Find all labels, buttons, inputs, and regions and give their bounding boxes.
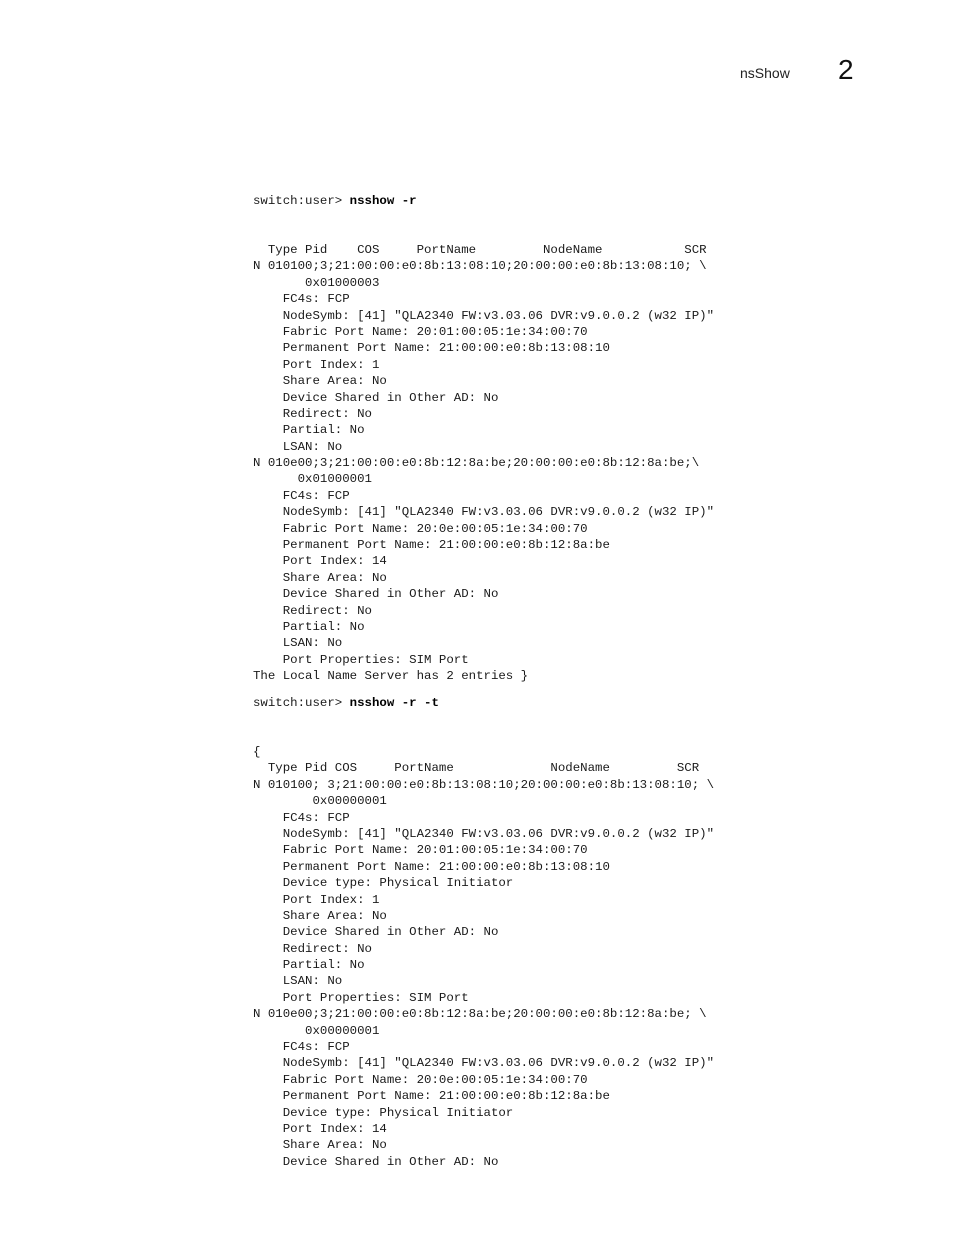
output-line: Partial: No — [253, 620, 365, 634]
output-line: N 010100; 3;21:00:00:e0:8b:13:08:10;20:00:00:e0:8b:13:08:10; \ — [253, 777, 715, 792]
output-line: 0x00000001 — [253, 794, 387, 809]
output-line: FC4s: FCP — [253, 292, 350, 307]
output-line: Permanent Port Name: 21:00:00:e0:8b:12:8a:be — [253, 1089, 610, 1104]
output-line: FC4s: FCP — [253, 1040, 350, 1055]
output-line: Device type: Physical Initiator — [253, 1105, 514, 1120]
output-line: Fabric Port Name: 20:0e:00:05:1e:34:00:70 — [253, 1072, 588, 1087]
prompt: switch:user> — [253, 695, 350, 710]
output-line: Port Index: 14 — [253, 1122, 387, 1136]
command: nsshow -r -t — [349, 695, 439, 710]
output-line: Port Index: 1 — [253, 892, 380, 907]
output-line: Fabric Port Name: 20:01:00:05:1e:34:00:70 — [253, 843, 588, 858]
output-line: FC4s: FCP — [253, 810, 350, 825]
chapter-number: 2 — [838, 54, 854, 85]
output-line: 0x01000003 — [253, 275, 380, 290]
output-line: Partial: No — [253, 958, 365, 973]
output-line: Permanent Port Name: 21:00:00:e0:8b:13:08:10 — [253, 859, 610, 874]
output-line: Share Area: No — [253, 1138, 387, 1153]
output-line: Fabric Port Name: 20:01:00:05:1e:34:00:70 — [253, 324, 588, 339]
output-line: Share Area: No — [253, 908, 387, 923]
header-title: nsShow — [740, 65, 790, 81]
output-line: NodeSymb: [41] "QLA2340 FW:v3.03.06 DVR:v9.0.0.2 (w32 IP)" — [253, 308, 715, 323]
output-line: N 010e00;3;21:00:00:e0:8b:12:8a:be;20:00:00:e0:8b:12:8a:be; \ — [253, 1007, 707, 1022]
output-line: Port Properties: SIM Port — [253, 652, 469, 667]
output-line: Device type: Physical Initiator — [253, 876, 514, 891]
output-line: Device Shared in Other AD: No — [253, 390, 499, 405]
output-line: Permanent Port Name: 21:00:00:e0:8b:13:08:10 — [253, 341, 610, 356]
output-line: NodeSymb: [41] "QLA2340 FW:v3.03.06 DVR:v9.0.0.2 (w32 IP)" — [253, 1056, 715, 1071]
output-line: 0x00000001 — [253, 1023, 380, 1038]
output-line: Redirect: No — [253, 603, 372, 618]
output-line: NodeSymb: [41] "QLA2340 FW:v3.03.06 DVR:v9.0.0.2 (w32 IP)" — [253, 826, 715, 841]
output-line: N 010e00;3;21:00:00:e0:8b:12:8a:be;20:00:00:e0:8b:12:8a:be;\ — [253, 456, 700, 471]
output-line: Redirect: No — [253, 941, 372, 956]
output-line: Port Properties: SIM Port — [253, 990, 469, 1005]
output-line: Share Area: No — [253, 374, 387, 389]
command-line — [253, 193, 893, 209]
output-line: Type Pid COS PortName NodeName SCR — [253, 243, 707, 258]
output-line: 0x01000001 — [253, 472, 372, 487]
output-line: Device Shared in Other AD: No — [253, 925, 499, 940]
output-lines — [253, 242, 893, 685]
code-example-nsshow-r — [253, 160, 893, 701]
output-line: Port Index: 1 — [253, 357, 380, 372]
output-lines — [253, 744, 893, 1170]
output-line: { — [253, 745, 261, 760]
output-line: LSAN: No — [253, 974, 343, 989]
output-line: Permanent Port Name: 21:00:00:e0:8b:12:8a:be — [253, 538, 610, 553]
code-example-nsshow-r-t — [253, 662, 893, 1187]
output-line: FC4s: FCP — [253, 488, 350, 503]
output-line: LSAN: No — [253, 439, 343, 454]
command: nsshow -r — [349, 193, 417, 208]
output-line: Redirect: No — [253, 406, 372, 421]
output-line: Device Shared in Other AD: No — [253, 1154, 499, 1169]
output-line: Type Pid COS PortName NodeName SCR — [253, 761, 700, 776]
output-line: Share Area: No — [253, 570, 387, 585]
prompt: switch:user> — [253, 193, 350, 208]
output-line: The Local Name Server has 2 entries } — [253, 669, 529, 684]
output-line: NodeSymb: [41] "QLA2340 FW:v3.03.06 DVR:v9.0.0.2 (w32 IP)" — [253, 505, 715, 520]
output-line: Fabric Port Name: 20:0e:00:05:1e:34:00:70 — [253, 521, 588, 536]
output-line: N 010100;3;21:00:00:e0:8b:13:08:10;20:00:00:e0:8b:13:08:10; \ — [253, 259, 707, 274]
running-header — [0, 54, 954, 98]
output-line: LSAN: No — [253, 636, 343, 651]
command-line — [253, 695, 893, 711]
output-line: Port Index: 14 — [253, 554, 387, 569]
output-line: Partial: No — [253, 423, 365, 438]
output-line: Device Shared in Other AD: No — [253, 587, 499, 602]
